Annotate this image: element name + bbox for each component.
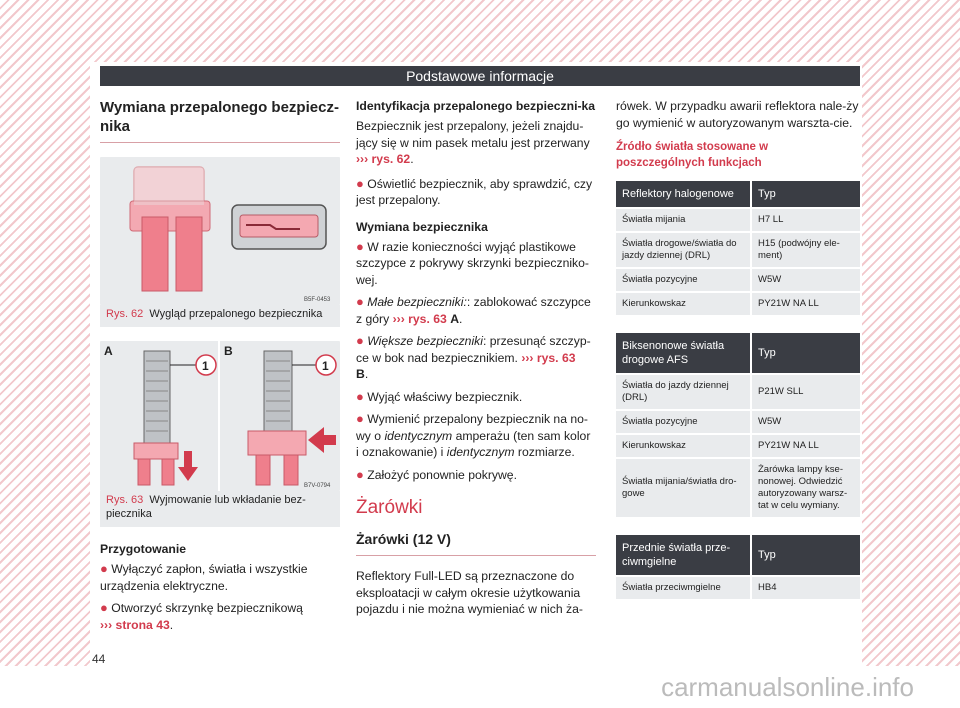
list-item-text: A bbox=[450, 311, 459, 326]
label-b: B bbox=[224, 344, 233, 358]
label-a: A bbox=[104, 344, 113, 358]
table-row bbox=[616, 459, 860, 517]
list-item bbox=[356, 389, 596, 406]
sources-title: Źródło światła stosowane w poszczególnych funkcjach bbox=[616, 141, 769, 169]
table-cell: W5W bbox=[752, 411, 860, 433]
figure-link[interactable]: ››› rys. 63 bbox=[521, 350, 576, 365]
number-b: 1 bbox=[322, 359, 329, 373]
table-cell: Światła drogowe/światła do jazdy dziennej (DRL) bbox=[616, 233, 752, 267]
table-row bbox=[616, 435, 860, 457]
list-item-text: Wyjąć właściwy bezpiecznik. bbox=[367, 389, 523, 404]
table-cell: Żarówka lampy kse-nonowej. Odwiedzić autoryzowany warsz-tat w celu wymiany. bbox=[752, 459, 860, 517]
table-cell: W5W bbox=[752, 269, 860, 291]
paragraph: Reflektory Full-LED są przeznaczone do eksploatacji w całym okresie użytkowania pojazdu i nie można wymieniać w nich ża- bbox=[356, 569, 583, 616]
table-cell: Światła do jazdy dziennej (DRL) bbox=[616, 375, 752, 409]
table-cell: HB4 bbox=[752, 577, 860, 599]
list-item-text: W razie konieczności wyjąć plastikowe szczypce z pokrywy skrzynki bezpieczniko-wej. bbox=[356, 239, 589, 287]
fuse-illustration bbox=[100, 157, 340, 305]
table-cell: Kierunkowskaz bbox=[616, 293, 752, 315]
table-cell: Światła pozycyjne bbox=[616, 411, 752, 433]
paragraph-text: Bezpiecznik jest przepalony, jeżeli znajdu-jący się w nim pasek metalu jest przerwany bbox=[356, 119, 590, 150]
table-cell: PY21W NA LL bbox=[752, 293, 860, 315]
bulbs-subtitle: Żarówki (12 V) bbox=[356, 531, 596, 556]
table-row bbox=[616, 233, 860, 267]
table-cell: H15 (podwójny ele-ment) bbox=[752, 233, 860, 267]
column-header: Przednie światła prze-ciwmgielne bbox=[616, 535, 752, 575]
column-middle bbox=[356, 98, 596, 626]
list-item-italic: identycznym bbox=[384, 428, 453, 443]
list-item bbox=[100, 600, 340, 633]
table-header-row bbox=[616, 181, 860, 207]
list-item-text: : przesunąć szczyp-ce w bok nad bezpiecznikiem. bbox=[356, 334, 591, 365]
paragraph-text: . bbox=[410, 152, 414, 166]
list-item-text: Otworzyć skrzynkę bezpiecznikową bbox=[111, 601, 303, 615]
figure-code: B7V-0794 bbox=[304, 483, 331, 489]
list-item-text: Wymienić przepalony bezpiecznik na no-wy o bbox=[356, 412, 588, 443]
spec-table-halogen bbox=[616, 179, 860, 317]
bullet-icon: ● bbox=[356, 175, 364, 191]
table-row bbox=[616, 411, 860, 433]
bullet-icon: ● bbox=[100, 600, 108, 615]
figure-63-caption bbox=[100, 491, 340, 527]
list-item bbox=[100, 561, 340, 594]
bullet-icon: ● bbox=[356, 466, 364, 482]
page-header: Podstawowe informacje bbox=[100, 66, 860, 86]
bullet-icon: ● bbox=[356, 388, 364, 404]
figure-code: B5F-0453 bbox=[304, 297, 331, 303]
column-header: Biksenonowe światła drogowe AFS bbox=[616, 333, 752, 373]
list-item-italic: identycznym bbox=[446, 445, 515, 459]
list-item-text: rozmiarze. bbox=[517, 445, 575, 459]
watermark: carmanualsonline.info bbox=[0, 666, 960, 708]
prep-title: Przygotowanie bbox=[100, 542, 187, 556]
bullet-icon: ● bbox=[356, 238, 364, 254]
bullet-icon: ● bbox=[356, 294, 364, 309]
page-number: 44 bbox=[92, 652, 106, 666]
figure-link[interactable]: ››› rys. 63 bbox=[392, 311, 447, 326]
list-item-italic: Małe bezpieczniki: bbox=[367, 295, 467, 309]
table-row bbox=[616, 577, 860, 599]
manual-page bbox=[90, 62, 862, 666]
list-item-text: Założyć ponownie pokrywę. bbox=[367, 467, 517, 482]
list-item-text: : zablokować szczypce z góry bbox=[356, 295, 591, 326]
table-cell: Światła mijania bbox=[616, 209, 752, 231]
bullet-icon: ● bbox=[356, 333, 364, 348]
number-a: 1 bbox=[202, 359, 209, 373]
table-cell: PY21W NA LL bbox=[752, 435, 860, 457]
column-header: Typ bbox=[752, 181, 860, 207]
list-item-text: Wyłączyć zapłon, światła i wszystkie urządzenia elektryczne. bbox=[100, 562, 308, 593]
page-link[interactable]: ››› strona 43 bbox=[100, 617, 170, 632]
fuse-removal-illustration bbox=[100, 341, 340, 491]
bullet-icon: ● bbox=[356, 411, 364, 426]
table-row bbox=[616, 269, 860, 291]
list-item bbox=[356, 239, 596, 289]
list-item: ● Małe bezpieczniki:: zablokować szczypce z góry ››› rys. 63 A. bbox=[356, 294, 591, 326]
column-left bbox=[92, 98, 340, 666]
table-cell: Światła pozycyjne bbox=[616, 269, 752, 291]
figure-link[interactable]: ››› rys. 62 bbox=[356, 152, 411, 166]
table-row bbox=[616, 293, 860, 315]
list-item bbox=[356, 467, 596, 484]
column-header: Typ bbox=[752, 535, 860, 575]
spec-table-fog bbox=[616, 533, 860, 601]
section-title: Wymiana przepalonego bezpiecz-nika bbox=[100, 98, 340, 143]
table-cell: P21W SLL bbox=[752, 375, 860, 409]
list-item: ● Większe bezpieczniki: przesunąć szczyp-ce w bok nad bezpiecznikiem. ››› rys. 63 B. bbox=[356, 333, 591, 381]
spec-table-bixenon bbox=[616, 331, 860, 519]
table-cell: Światła przeciwmgielne bbox=[616, 577, 752, 599]
column-header: Typ bbox=[752, 333, 860, 373]
figure-63 bbox=[100, 341, 340, 491]
table-cell: H7 LL bbox=[752, 209, 860, 231]
list-item-text: amperażu (ten sam kolor i oznakowanie) i bbox=[356, 428, 591, 459]
paragraph bbox=[356, 118, 596, 168]
caption-text: Wyjmowanie lub wkładanie bez-piecznika bbox=[106, 494, 306, 520]
paragraph: rówek. W przypadku awarii reflektora nale-ży go wymienić w autoryzowanym warszta-cie. bbox=[616, 99, 859, 130]
table-header-row bbox=[616, 333, 860, 373]
table-row bbox=[616, 375, 860, 409]
figure-ref: Rys. 62 bbox=[106, 308, 144, 320]
ident-title: Identyfikacja przepalonego bezpieczni-ka bbox=[356, 99, 596, 113]
replace-title: Wymiana bezpiecznika bbox=[356, 219, 488, 234]
bulbs-title: Żarówki bbox=[356, 497, 423, 518]
caption-text: Wygląd przepalonego bezpiecznika bbox=[149, 308, 323, 320]
list-item-text: . bbox=[169, 617, 174, 632]
figure-62-caption bbox=[100, 305, 340, 327]
list-item-text: B bbox=[356, 367, 365, 381]
list-item-text: Oświetlić bezpiecznik, aby sprawdzić, czy jest przepalony. bbox=[356, 176, 593, 207]
figure-62 bbox=[100, 157, 340, 305]
list-item bbox=[356, 411, 596, 461]
column-right bbox=[616, 98, 860, 615]
list-item-italic: Większe bezpieczniki bbox=[367, 334, 483, 348]
list-item bbox=[356, 176, 596, 209]
table-header-row bbox=[616, 535, 860, 575]
figure-ref: Rys. 63 bbox=[106, 494, 144, 506]
column-header: Reflektory halogenowe bbox=[616, 181, 752, 207]
table-cell: Kierunkowskaz bbox=[616, 435, 752, 457]
table-row bbox=[616, 209, 860, 231]
table-cell: Światła mijania/światła dro-gowe bbox=[616, 459, 752, 517]
bullet-icon: ● bbox=[100, 561, 108, 576]
